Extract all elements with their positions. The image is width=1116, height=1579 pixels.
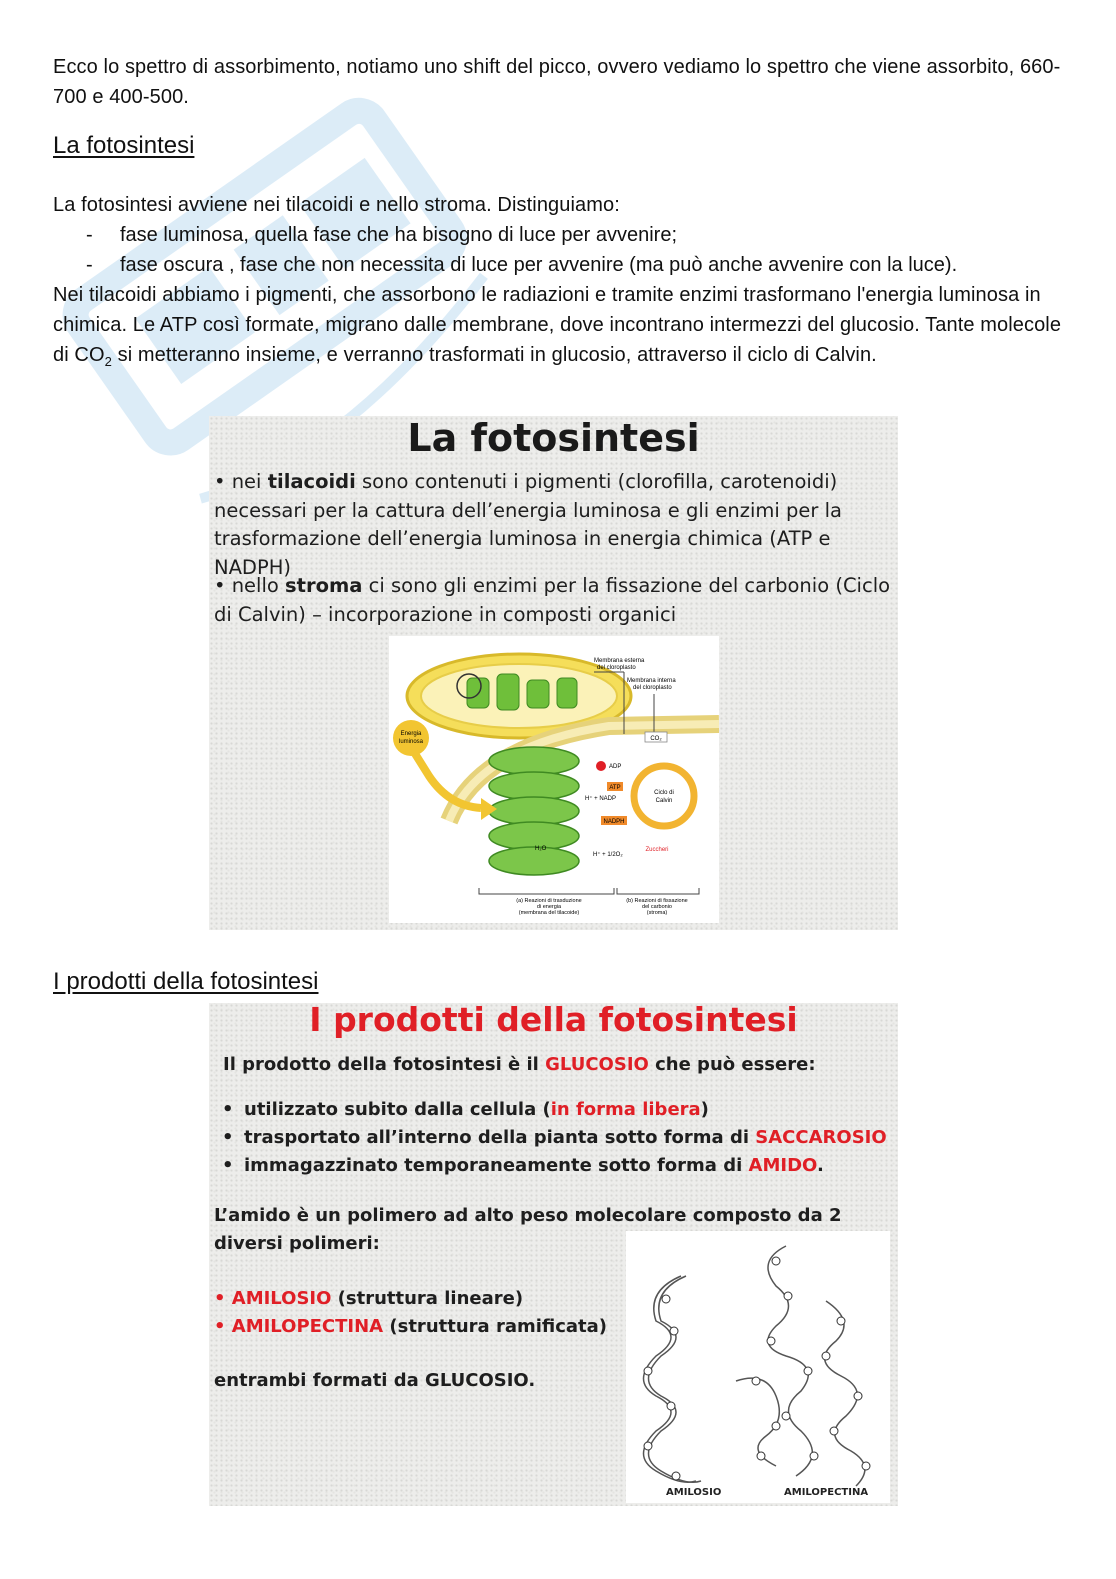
svg-text:luminosa: luminosa — [398, 739, 424, 745]
list-item: • trasportato all’interno della pianta sotto forma di SACCAROSIO — [217, 1124, 887, 1152]
polymer-amilopectina: • AMILOPECTINA (struttura ramificata) — [214, 1316, 608, 1337]
slide-title: I prodotti della fotosintesi — [309, 1003, 798, 1039]
svg-text:di energia: di energia — [536, 904, 562, 910]
slide-intro: Il prodotto della fotosintesi è il GLUCOSIO che può essere: — [223, 1054, 816, 1075]
amylose-amylopectin-illustration — [626, 1231, 890, 1503]
slide-paragraph-tilacoidi: • nei tilacoidi sono contenuti i pigmenti (clorofilla, carotenoidi) necessari per la cattura dell’energia luminosa e gli enzimi per la trasformazione dell’energia luminosa in energia chimica (ATP e NADPH) — [214, 470, 842, 579]
section-heading-fotosintesi: La fotosintesi — [53, 132, 195, 159]
svg-text:CO₂: CO₂ — [650, 736, 662, 742]
svg-text:(stroma): (stroma) — [646, 910, 668, 916]
glucose-uses-list — [217, 1096, 887, 1180]
slide-prodotti — [209, 1003, 898, 1506]
polymer-amilosio: • AMILOSIO (struttura lineare) — [214, 1288, 524, 1309]
section-heading-prodotti: I prodotti della fotosintesi — [53, 968, 319, 995]
list-item: - fase oscura , fase che non necessita di luce per avvenire (ma può anche avvenire con la luce). — [86, 254, 958, 276]
svg-text:Calvin: Calvin — [655, 798, 673, 804]
phase-list — [53, 220, 1063, 280]
svg-text:(a) Reazioni di trasduzione: (a) Reazioni di trasduzione — [516, 898, 582, 904]
list-item: • immagazzinato temporaneamente sotto forma di AMIDO. — [217, 1152, 887, 1180]
svg-text:ADP: ADP — [609, 764, 622, 770]
body-paragraph: Nei tilacoidi abbiamo i pigmenti, che assorbono le radiazioni e tramite enzimi trasformano l'energia luminosa in chimica. Le ATP così formate, migrano dalle membrane, dove incontrano intermezzi del glucosio. Tante molecole di $CO_2$ si metteranno insieme, e verranno trasformati in glucosio, attraverso il ciclo di Calvin. — [53, 284, 1062, 369]
svg-text:H₂O: H₂O — [535, 846, 547, 852]
svg-text:del carbonio: del carbonio — [642, 904, 672, 910]
document-body — [53, 52, 1063, 377]
closing-text: entrambi formati da GLUCOSIO. — [214, 1370, 536, 1391]
svg-text:Membrana interna: Membrana interna — [627, 678, 676, 684]
slide-fotosintesi — [209, 416, 898, 930]
svg-text:Membrana esterna: Membrana esterna — [594, 658, 645, 664]
intro-paragraph: Ecco lo spettro di assorbimento, notiamo uno shift del picco, ovvero vediamo lo spettro che viene assorbito, 660-700 e 400-500. — [53, 56, 1061, 108]
svg-text:H⁺ + NADP: H⁺ + NADP — [585, 796, 617, 802]
svg-text:H⁺ + 1/2O₂: H⁺ + 1/2O₂ — [593, 852, 623, 858]
svg-text:Energia: Energia — [400, 731, 422, 737]
svg-text:Ciclo di: Ciclo di — [654, 790, 674, 796]
svg-text:ATP: ATP — [609, 785, 621, 791]
svg-text:del cloroplasto: del cloroplasto — [633, 685, 672, 691]
amido-description: L’amido è un polimero ad alto peso molecolare composto da 2 diversi polimeri: — [214, 1205, 842, 1254]
svg-text:(membrana del tilacoide): (membrana del tilacoide) — [518, 910, 580, 916]
chloroplast-diagram — [389, 636, 719, 923]
svg-text:(b) Reazioni di fissazione: (b) Reazioni di fissazione — [626, 898, 688, 904]
list-item: • utilizzato subito dalla cellula (in forma libera) — [217, 1096, 887, 1124]
chloroplast-illustration — [389, 636, 719, 923]
amilosio-label: AMILOSIO — [666, 1487, 722, 1498]
slide-paragraph-stroma: • nello stroma ci sono gli enzimi per la fissazione del carbonio (Ciclo di Calvin) – incorporazione in composti organici — [214, 574, 891, 626]
svg-text:Zuccheri: Zuccheri — [645, 847, 669, 853]
amilopectina-label: AMILOPECTINA — [784, 1487, 869, 1498]
slide-title: La fotosintesi — [407, 416, 700, 460]
lead-paragraph: La fotosintesi avviene nei tilacoidi e nello stroma. Distinguiamo: — [53, 194, 620, 216]
svg-text:del cloroplasto: del cloroplasto — [597, 665, 636, 671]
svg-text:NADPH: NADPH — [603, 819, 625, 825]
list-item: - fase luminosa, quella fase che ha bisogno di luce per avvenire; — [86, 224, 678, 246]
